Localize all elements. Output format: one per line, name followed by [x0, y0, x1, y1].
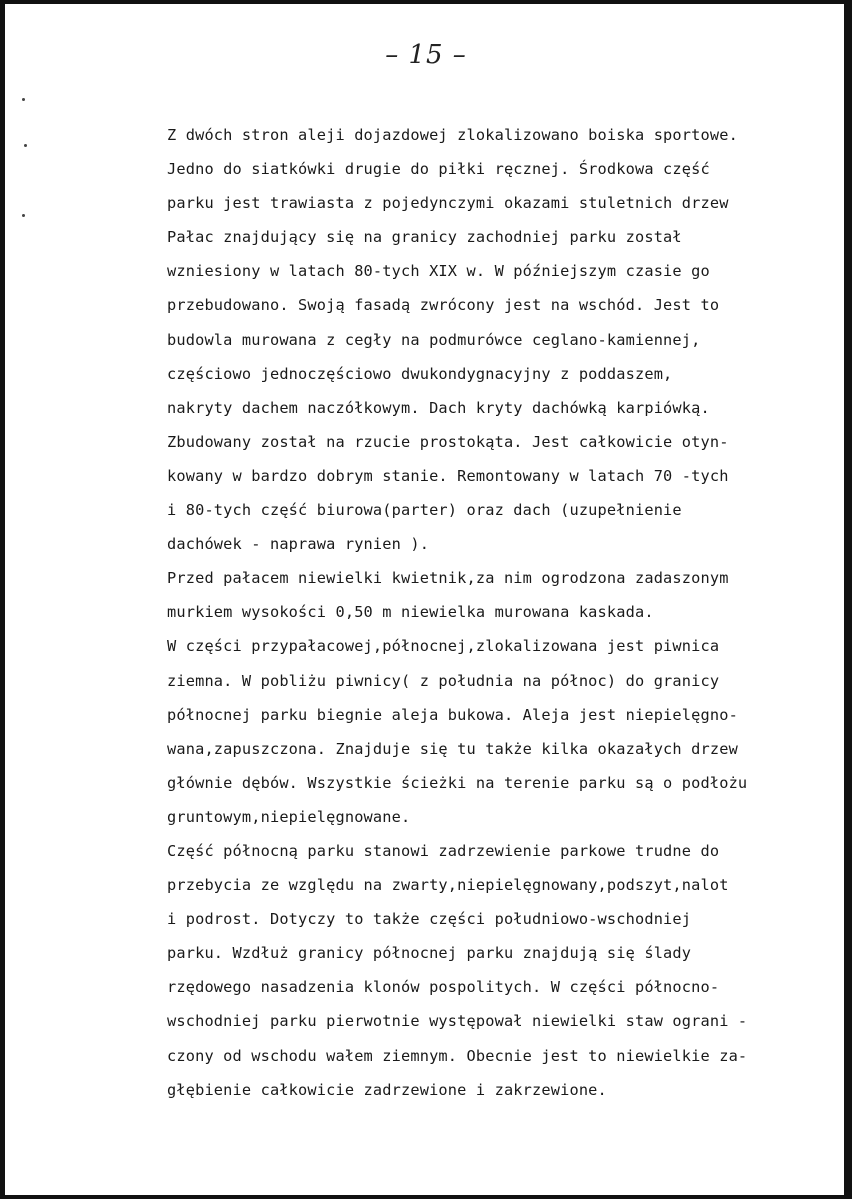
text-line: przebycia ze względu na zwarty,niepielęgnowany,podszyt,nalot [167, 876, 729, 895]
scan-speck [24, 144, 27, 147]
text-line: wana,zapuszczona. Znajduje się tu także kilka okazałych drzew [167, 739, 738, 758]
scan-speck [22, 214, 25, 217]
text-line: głównie dębów. Wszystkie ścieżki na terenie parku są o podłożu [167, 773, 748, 792]
text-line: Zbudowany został na rzucie prostokąta. Jest całkowicie otyn- [167, 432, 729, 451]
text-line: parku jest trawiasta z pojedynczymi okazami stuletnich drzew [167, 194, 729, 213]
text-line: nakryty dachem naczółkowym. Dach kryty dachówką karpiówką. [167, 398, 710, 417]
text-line: i 80-tych część biurowa(parter) oraz dach (uzupełnienie [167, 501, 682, 520]
text-line: gruntowym,niepielęgnowane. [167, 807, 411, 826]
text-line: przebudowano. Swoją fasadą zwrócony jest na wschód. Jest to [167, 296, 720, 315]
text-line: W części przypałacowej,północnej,zlokalizowana jest piwnica [167, 637, 720, 656]
text-line: Jedno do siatkówki drugie do piłki ręcznej. Środkowa część [167, 160, 710, 179]
text-line: budowla murowana z cegły na podmurówce ceglano-kamiennej, [167, 330, 701, 349]
text-line: Część północną parku stanowi zadrzewienie parkowe trudne do [167, 841, 720, 860]
text-line: Z dwóch stron aleji dojazdowej zlokalizowano boiska sportowe. [167, 126, 738, 144]
text-line: kowany w bardzo dobrym stanie. Remontowany w latach 70 -tych [167, 466, 729, 485]
text-line: czony od wschodu wałem ziemnym. Obecnie jest to niewielkie za- [167, 1046, 748, 1065]
scan-speck [22, 98, 25, 101]
text-line: głębienie całkowicie zadrzewione i zakrzewione. [167, 1080, 607, 1099]
text-line: Pałac znajdujący się na granicy zachodniej parku został [167, 228, 682, 247]
page-number: – 15 – [385, 40, 467, 70]
text-line: rzędowego nasadzenia klonów pospolitych. W części północno- [167, 978, 720, 997]
text-line: częściowo jednoczęściowo dwukondygnacyjny z poddaszem, [167, 364, 673, 383]
text-line: wschodniej parku pierwotnie występował niewielki staw ograni - [167, 1012, 748, 1031]
text-line: ziemna. W pobliżu piwnicy( z południa na północ) do granicy [167, 671, 720, 690]
text-line: północnej parku biegnie aleja bukowa. Aleja jest niepielęgno- [167, 705, 738, 724]
text-line: wzniesiony w latach 80-tych XIX w. W późniejszym czasie go [167, 262, 710, 281]
text-line: parku. Wzdłuż granicy północnej parku znajdują się ślady [167, 944, 692, 963]
document-body [167, 118, 807, 1107]
text-line: murkiem wysokości 0,50 m niewielka murowana kaskada. [167, 603, 654, 622]
text-line: dachówek - naprawa rynien ). [167, 535, 430, 554]
text-line: i podrost. Dotyczy to także części południowo-wschodniej [167, 910, 692, 929]
text-line: Przed pałacem niewielki kwietnik,za nim ogrodzona zadaszonym [167, 569, 729, 588]
